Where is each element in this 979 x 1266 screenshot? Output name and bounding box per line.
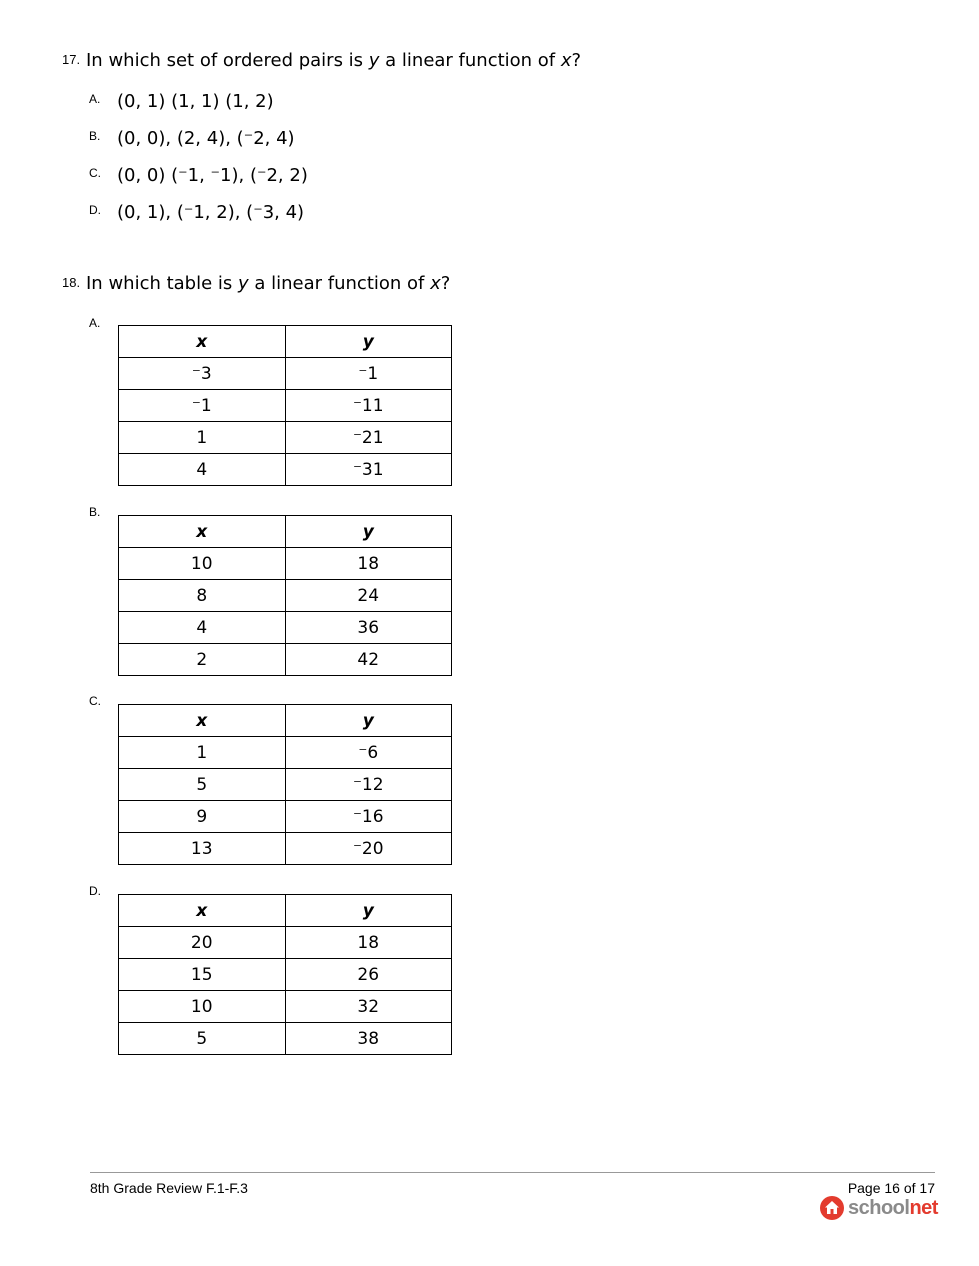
choice-letter-c: C. [89,694,101,708]
footer-title: 8th Grade Review F.1-F.3 [90,1180,248,1196]
table-row [119,454,452,486]
question-stem: In which set of ordered pairs is y a linear function of x? [86,50,582,71]
cell-x: ⁻1 [119,390,286,422]
table-row [119,358,452,390]
table-row [119,612,452,644]
cell-x: 4 [119,454,286,486]
cell-x: 5 [119,769,286,801]
table-row [119,1023,452,1055]
header-x: x [119,895,286,927]
brand-wordmark: schoolnet [848,1196,938,1219]
question-number: 17. [62,52,81,67]
table-header-row [119,705,452,737]
table-row [119,801,452,833]
table-row [119,580,452,612]
table-choice-d [118,894,452,1055]
choice-letter: D. [89,203,101,217]
table-row [119,833,452,865]
table-header-row [119,326,452,358]
table-row [119,959,452,991]
cell-y: ⁻1 [285,358,452,390]
choice-c [89,165,308,186]
table-row [119,548,452,580]
header-x: x [119,705,286,737]
table-row [119,769,452,801]
cell-x: 4 [119,612,286,644]
table-header-row [119,516,452,548]
choice-text: (0, 0), (2, 4), (⁻2, 4) [117,128,295,149]
header-y: y [285,326,452,358]
question-18 [62,273,450,294]
cell-x: ⁻3 [119,358,286,390]
choice-d [89,202,304,223]
table-row [119,390,452,422]
choice-a [89,91,274,112]
cell-y: ⁻20 [285,833,452,865]
page-number: Page 16 of 17 [847,1180,935,1196]
choice-letter-d: D. [89,884,101,898]
header-y: y [285,705,452,737]
choice-letter: C. [89,166,101,180]
question-number: 18. [62,275,81,290]
choice-text: (0, 1) (1, 1) (1, 2) [117,91,274,112]
table-row [119,737,452,769]
cell-y: 42 [285,644,452,676]
cell-y: ⁻31 [285,454,452,486]
choice-letter: B. [89,129,101,143]
table-row [119,927,452,959]
table-row [119,991,452,1023]
choice-letter: A. [89,92,101,106]
cell-y: ⁻6 [285,737,452,769]
cell-x: 13 [119,833,286,865]
cell-y: 24 [285,580,452,612]
table-choice-b [118,515,452,676]
cell-x: 5 [119,1023,286,1055]
cell-y: 18 [285,548,452,580]
table-choice-c [118,704,452,865]
table-header-row [119,895,452,927]
choice-letter-a: A. [89,316,101,330]
question-17 [62,50,581,71]
cell-y: 18 [285,927,452,959]
footer-divider [90,1172,935,1173]
cell-y: ⁻12 [285,769,452,801]
cell-x: 9 [119,801,286,833]
house-icon [820,1196,844,1220]
cell-x: 10 [119,548,286,580]
cell-x: 8 [119,580,286,612]
cell-y: 38 [285,1023,452,1055]
cell-y: ⁻11 [285,390,452,422]
cell-y: 36 [285,612,452,644]
table-row [119,644,452,676]
header-y: y [285,516,452,548]
schoolnet-logo [820,1194,938,1222]
cell-x: 20 [119,927,286,959]
cell-x: 10 [119,991,286,1023]
cell-x: 1 [119,737,286,769]
header-x: x [119,326,286,358]
cell-y: 26 [285,959,452,991]
choice-text: (0, 1), (⁻1, 2), (⁻3, 4) [117,202,305,223]
cell-y: 32 [285,991,452,1023]
question-stem: In which table is y a linear function of x? [86,273,451,294]
header-x: x [119,516,286,548]
cell-x: 2 [119,644,286,676]
cell-x: 15 [119,959,286,991]
cell-y: ⁻21 [285,422,452,454]
cell-x: 1 [119,422,286,454]
header-y: y [285,895,452,927]
cell-y: ⁻16 [285,801,452,833]
choice-letter-b: B. [89,505,101,519]
choice-text: (0, 0) (⁻1, ⁻1), (⁻2, 2) [117,165,308,186]
choice-b [89,128,295,149]
table-choice-a [118,325,452,486]
table-row [119,422,452,454]
